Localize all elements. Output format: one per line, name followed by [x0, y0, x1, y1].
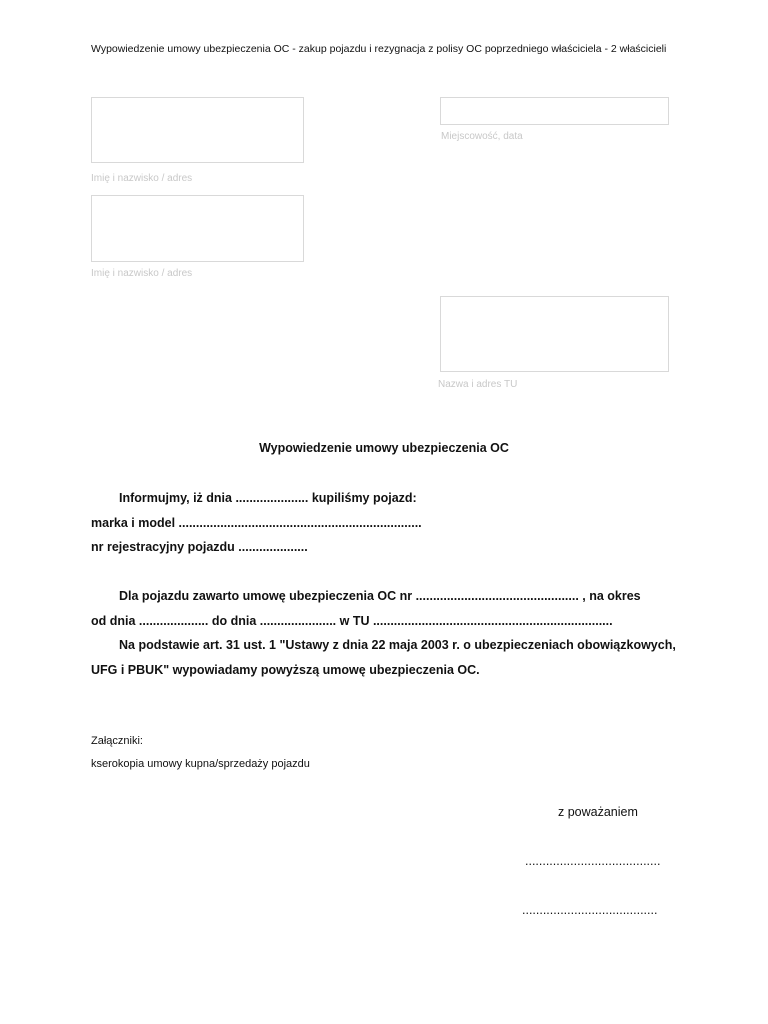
- body-line-3: nr rejestracyjny pojazdu ....................: [91, 540, 308, 554]
- attachments-heading: Załączniki:: [91, 735, 143, 747]
- owner2-box[interactable]: [91, 195, 304, 262]
- body-line-1: Informujmy, iż dnia ..................... kupiliśmy pojazd:: [119, 491, 417, 505]
- owner1-box[interactable]: [91, 97, 304, 163]
- body-line-4: Dla pojazdu zawarto umowę ubezpieczenia OC nr ............................................... , na okres: [119, 589, 641, 603]
- owner1-label: Imię i nazwisko / adres: [91, 173, 193, 184]
- insurer-label: Nazwa i adres TU: [438, 379, 518, 390]
- letter-title: Wypowiedzenie umowy ubezpieczenia OC: [259, 441, 509, 455]
- owner2-label: Imię i nazwisko / adres: [91, 268, 193, 279]
- insurer-box[interactable]: [440, 296, 669, 372]
- body-line-2: marka i model ......................................................................: [91, 516, 422, 530]
- body-line-5: od dnia .................... do dnia ...................... w TU .....................................................................: [91, 614, 613, 628]
- document-header: Wypowiedzenie umowy ubezpieczenia OC - zakup pojazdu i rezygnacja z polisy OC poprzedniego właściciela - 2 właścicieli: [91, 43, 667, 55]
- attachment-item: kserokopia umowy kupna/sprzedaży pojazdu: [91, 758, 310, 770]
- signature-line-1: .......................................: [525, 854, 661, 868]
- place-date-box[interactable]: [440, 97, 669, 125]
- body-line-6: Na podstawie art. 31 ust. 1 "Ustawy z dnia 22 maja 2003 r. o ubezpieczeniach obowiązkowych,: [119, 638, 676, 652]
- place-date-label: Miejscowość, data: [441, 131, 523, 142]
- signature-line-2: .......................................: [522, 903, 658, 917]
- body-line-7: UFG i PBUK" wypowiadamy powyższą umowę ubezpieczenia OC.: [91, 663, 480, 677]
- regards-text: z poważaniem: [558, 805, 638, 819]
